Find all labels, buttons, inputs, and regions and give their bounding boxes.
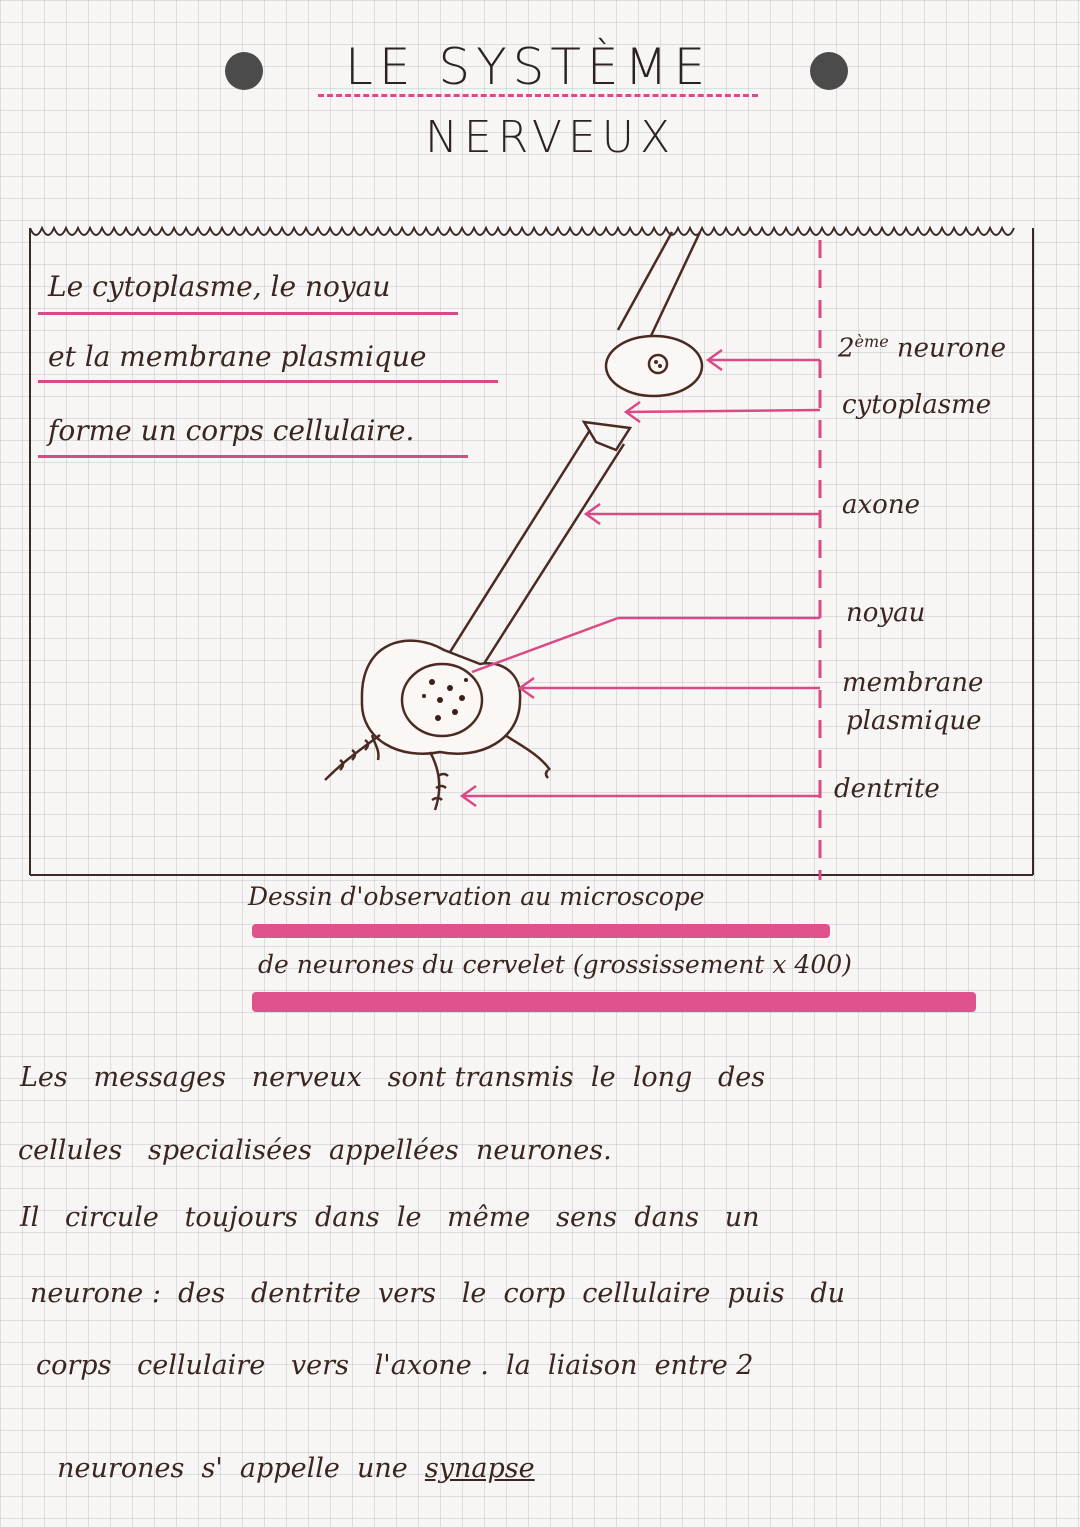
box-text-line3: forme un corps cellulaire. [48,414,415,447]
label-membrane: membrane [842,668,984,698]
neuron-axon-drawing [445,422,630,670]
label-noyau: noyau [846,598,926,628]
box-underline-3 [38,455,468,458]
paragraph-line-4: neurone : des dentrite vers le corp cellulaire puis du [30,1278,846,1309]
label-cytoplasme: cytoplasme [842,390,992,420]
paragraph-line-2: cellules specialisées appellées neurones. [18,1135,612,1166]
label-plasmique: plasmique [846,706,982,736]
label-second-neuron-text: neurone [896,333,1007,364]
paragraph-line-1: Les messages nerveux sont transmis le long des [20,1062,766,1093]
label-second-neuron [838,332,1006,364]
page-title-line2: NERVEUX [425,112,677,163]
paragraph-line-6-text: neurones s' appelle une [57,1453,425,1484]
paragraph-line-3: Il circule toujours dans le même sens dans un [20,1202,760,1233]
second-neuron-drawing [606,232,702,396]
label-dendrite: dentrite [834,774,940,804]
synapse-term: synapse [424,1453,535,1484]
scalloped-border [30,228,1014,235]
caption-line2: de neurones du cervelet (grossissement x 400) [258,950,852,979]
paragraph-line-5: corps cellulaire vers l'axone . la liaison entre 2 [36,1350,754,1381]
label-second-neuron-sup: ème [854,332,889,351]
label-axone: axone [842,490,920,520]
label-second-neuron-number: 2 [838,333,855,364]
box-underline-2 [38,380,498,383]
box-underline-1 [38,312,458,315]
box-text-line1: Le cytoplasme, le noyau [48,270,391,303]
label-arrows [462,350,820,806]
paragraph-line-6 [40,1422,535,1484]
box-text-line2: et la membrane plasmique [48,340,427,373]
caption-highlight-2 [252,992,976,1012]
page-title-line1: LE SYSTÈME [345,38,712,96]
caption-line1: Dessin d'observation au microscope [248,882,705,911]
neuron-cell-body-drawing [325,641,550,810]
caption-highlight-1 [252,924,830,938]
